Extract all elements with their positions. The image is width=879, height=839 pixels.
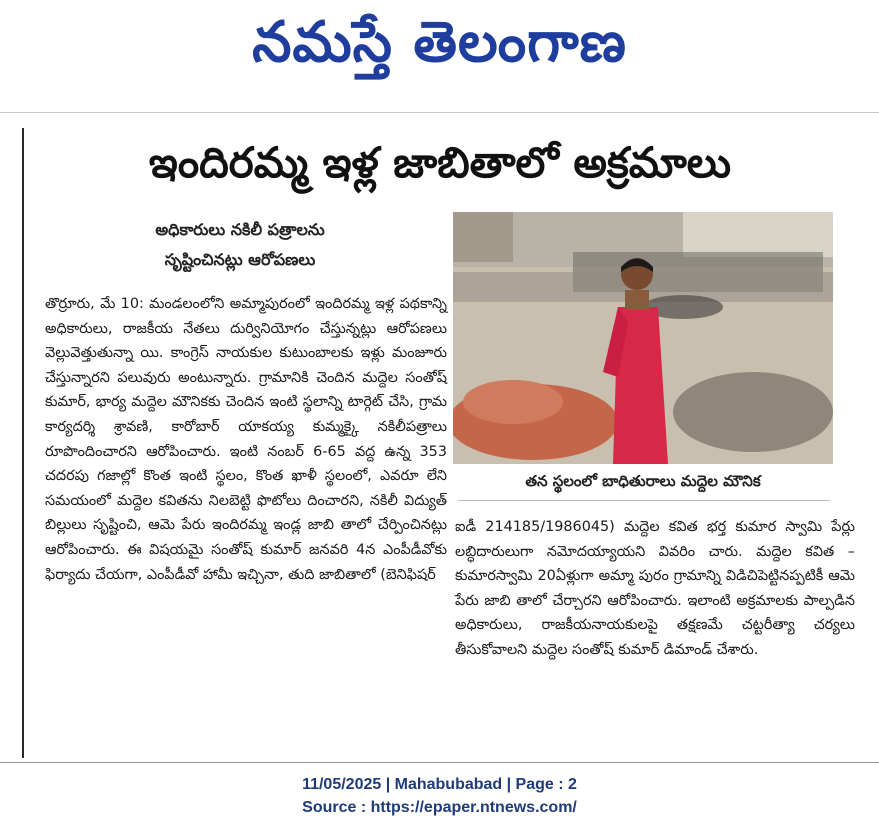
article-headline: ఇందిరమ్మ ఇళ్ల జాబితాలో అక్రమాలు <box>148 138 732 187</box>
deck-line-2: సృష్టించినట్లు ఆరోపణలు <box>164 250 316 269</box>
photo-illustration <box>453 212 833 464</box>
header-divider <box>0 112 879 113</box>
photo-caption: తన స్థలంలో బాధితురాలు మద్దెల మౌనిక <box>525 472 761 490</box>
deck-line-1: అధికారులు నకిలీ పత్రాలను <box>155 220 325 239</box>
footer-edition-info: 11/05/2025 | Mahabubabad | Page : 2 <box>302 776 577 793</box>
article-body-right-column: ఐడీ 214185/1986045) మద్దెల కవిత భర్త కుమార స్వామి పేర్లు లబ్ధిదారులుగా నమోదయ్యాయని వివరిం చారు. మద్దెల కవిత – కుమారస్వామి 20ఏళ్లుగా అమ్మా పురం గ్రామాన్ని విడిచిపెట్టినప్పటికీ ఆమె పేరు జాబి తాలో చేర్చారని ఆరోపించారు. ఇలాంటి అక్రమాలకు పాల్పడిన అధికారులు, రాజకీయనాయకులపై తక్షణమే చట్టరీత్యా చర్యలు తీసుకోవాలని మద్దెల సంతోష్ కుమార్ డిమాండ్ చేశారు. <box>455 519 855 658</box>
footer-source: Source : https://epaper.ntnews.com/ <box>302 799 577 816</box>
footer-divider <box>0 762 879 763</box>
article-body-left-column: తొర్రూరు, మే 10: మండలంలోని అమ్మాపురంలో ఇందిరమ్మ ఇళ్ల పథకాన్ని అధికారులు, రాజకీయ నేతలు దుర్వినియోగం చేస్తున్నట్లు ఆరోపణలు వెల్లువెత్తుతున్నా యి. కాంగ్రెస్ నాయకుల కుటుంబాలకు ఇళ్లు మంజూరు చేస్తున్నారని పలువురు అంటున్నారు. గ్రామానికి చెందిన మద్దెల సంతోష్ కుమార్, భార్య మద్దెల మౌనికకు చెందిన ఇంటి స్థలాన్ని టార్గెట్ చేసి, గ్రామ కార్యదర్శి శ్రావణి, కారోబార్ యాకయ్య కుమ్మక్కై నకిలీపత్రాలు రూపొందించారని ఆరోపించారు. ఇంటి నంబర్ 6-65 వద్ద ఉన్న 353 చదరపు గజాల్లో కొంత ఇంటి స్థలం, కొంత ఖాళీ స్థలంలో, ఎవరూ లేని సమయంలో మద్దెల కవితను నిలబెట్టి ఫొటోలు దించారని, నకిలీ విద్యుత్ బిల్లులు సృష్టించి, ఆమె పేరు ఇందిరమ్మ ఇండ్ల జాబి తాలో చేర్పించినట్లు ఆరోపించారు. ఈ విషయమై సంతోష్ కుమార్ జనవరి 4న ఎంపీడీవోకు ఫిర్యాదు చేయగా, ఎంపీడీవో హామీ ఇచ్చినా, తుది జాబితాలో (బెనిఫిషర్ <box>45 296 447 583</box>
article-deck <box>70 215 410 275</box>
masthead <box>0 0 879 112</box>
clipping-left-border <box>22 128 24 758</box>
newspaper-logo: నమస్తే తెలంగాణ <box>252 10 627 75</box>
article-photo <box>453 212 833 464</box>
caption-divider <box>458 500 830 501</box>
